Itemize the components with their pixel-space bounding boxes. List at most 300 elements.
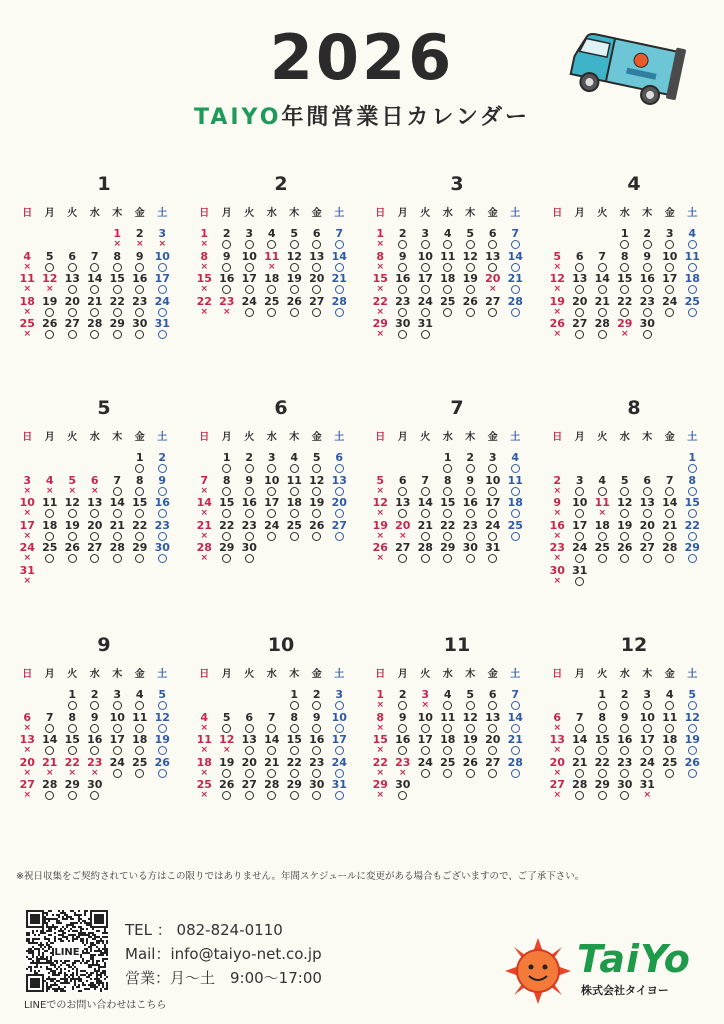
open-mark-icon bbox=[151, 553, 174, 563]
contact-hours: 営業：月～土 9:00～17:00 bbox=[125, 969, 322, 987]
day-cell bbox=[414, 296, 437, 319]
day-number: 24 bbox=[417, 294, 433, 308]
weekday-label: 日 bbox=[199, 208, 210, 219]
open-mark-icon bbox=[306, 284, 329, 294]
open-mark-icon bbox=[216, 508, 239, 518]
day-number: 5 bbox=[222, 710, 231, 724]
day-cell bbox=[414, 712, 437, 735]
day-cell bbox=[437, 228, 460, 251]
closed-mark-icon: × bbox=[620, 329, 629, 340]
day-number: 18 bbox=[286, 496, 302, 510]
day-cell bbox=[659, 273, 682, 296]
weekday-label: 水 bbox=[442, 432, 453, 443]
day-cell bbox=[504, 228, 527, 251]
open-mark-icon bbox=[392, 723, 415, 733]
day-cell bbox=[482, 273, 505, 296]
open-mark-icon bbox=[151, 745, 174, 755]
day-number: 4 bbox=[45, 473, 54, 487]
day-cell bbox=[129, 273, 152, 296]
day-number: 26 bbox=[64, 541, 80, 555]
day-cell bbox=[414, 689, 437, 712]
day-cell bbox=[61, 273, 84, 296]
day-number: 13 bbox=[485, 710, 501, 724]
day-cell bbox=[129, 734, 152, 757]
day-cell bbox=[546, 542, 569, 565]
open-mark-icon bbox=[261, 284, 284, 294]
closed-mark-icon: × bbox=[553, 575, 562, 586]
open-mark-icon bbox=[238, 239, 261, 249]
weekday-label: 水 bbox=[619, 432, 630, 443]
day-number: 6 bbox=[90, 473, 99, 487]
day-number: 13 bbox=[639, 496, 655, 510]
day-cell bbox=[106, 318, 129, 341]
open-mark-icon bbox=[437, 700, 460, 710]
day-number: 3 bbox=[23, 473, 32, 487]
open-mark-icon bbox=[459, 463, 482, 473]
day-number: 25 bbox=[196, 778, 212, 792]
open-mark-icon bbox=[636, 486, 659, 496]
day-number: 12 bbox=[309, 473, 325, 487]
day-number: 26 bbox=[309, 518, 325, 532]
open-mark-icon bbox=[504, 745, 527, 755]
open-mark-icon bbox=[459, 307, 482, 317]
closed-mark-icon: × bbox=[45, 485, 54, 496]
day-number: 2 bbox=[158, 451, 167, 464]
weekday-label: 金 bbox=[487, 432, 498, 443]
day-cell bbox=[437, 497, 460, 520]
weekday-label: 金 bbox=[311, 432, 322, 443]
open-mark-icon bbox=[614, 745, 637, 755]
open-mark-icon bbox=[328, 307, 351, 317]
closed-mark-icon: × bbox=[23, 767, 32, 778]
day-cell bbox=[591, 520, 614, 543]
day-number: 3 bbox=[421, 688, 430, 701]
day-number: 21 bbox=[662, 518, 678, 532]
closed-mark-icon: × bbox=[376, 745, 385, 756]
day-cell bbox=[16, 712, 39, 735]
open-mark-icon bbox=[328, 723, 351, 733]
open-mark-icon bbox=[238, 262, 261, 272]
weekday-label: 月 bbox=[44, 208, 55, 219]
weekday-label: 水 bbox=[442, 669, 453, 680]
open-mark-icon bbox=[261, 463, 284, 473]
open-mark-icon bbox=[569, 745, 592, 755]
day-number: 21 bbox=[594, 294, 610, 308]
day-number: 22 bbox=[684, 518, 700, 532]
day-cell bbox=[283, 273, 306, 296]
closed-mark-icon: × bbox=[200, 530, 209, 541]
day-number: 2 bbox=[398, 227, 407, 240]
open-mark-icon bbox=[261, 486, 284, 496]
day-number: 13 bbox=[331, 473, 347, 487]
closed-mark-icon: × bbox=[200, 745, 209, 756]
day-number: 12 bbox=[462, 249, 478, 263]
empty-cell bbox=[636, 452, 659, 475]
weekday-label: 火 bbox=[420, 432, 431, 443]
day-cell bbox=[681, 228, 704, 251]
open-mark-icon bbox=[392, 745, 415, 755]
day-cell bbox=[306, 689, 329, 712]
open-mark-icon bbox=[106, 284, 129, 294]
day-cell bbox=[369, 228, 392, 251]
open-mark-icon bbox=[106, 768, 129, 778]
day-number: 4 bbox=[135, 688, 144, 701]
day-number: 9 bbox=[135, 249, 144, 263]
open-mark-icon bbox=[614, 262, 637, 272]
day-cell bbox=[636, 251, 659, 274]
weekday-label: 月 bbox=[397, 432, 408, 443]
day-cell bbox=[106, 757, 129, 780]
day-number: 8 bbox=[113, 249, 122, 263]
weekday-label: 土 bbox=[334, 208, 345, 219]
day-number: 24 bbox=[572, 541, 588, 555]
closed-mark-icon: × bbox=[553, 329, 562, 340]
open-mark-icon bbox=[569, 329, 592, 339]
open-mark-icon bbox=[328, 463, 351, 473]
contact-tel[interactable]: TEL ： 082-824-0110 bbox=[125, 921, 283, 939]
weekday-label: 土 bbox=[157, 432, 168, 443]
day-cell bbox=[504, 757, 527, 780]
day-number: 21 bbox=[331, 272, 347, 286]
day-number: 25 bbox=[19, 317, 35, 331]
day-number: 30 bbox=[395, 778, 411, 792]
day-cell bbox=[283, 779, 306, 802]
day-cell bbox=[414, 542, 437, 565]
open-mark-icon bbox=[659, 700, 682, 710]
day-number: 4 bbox=[23, 249, 32, 263]
open-mark-icon bbox=[414, 486, 437, 496]
day-cell bbox=[459, 689, 482, 712]
day-number: 31 bbox=[331, 778, 347, 792]
day-number: 30 bbox=[87, 778, 103, 792]
line-qr-code-icon[interactable] bbox=[26, 910, 108, 992]
day-cell bbox=[328, 228, 351, 251]
open-mark-icon bbox=[659, 239, 682, 249]
day-cell bbox=[39, 475, 62, 498]
open-mark-icon bbox=[681, 239, 704, 249]
closed-mark-icon: × bbox=[23, 485, 32, 496]
weekday-label: 日 bbox=[552, 208, 563, 219]
day-number: 12 bbox=[549, 272, 565, 286]
day-cell bbox=[328, 734, 351, 757]
day-cell bbox=[504, 689, 527, 712]
day-number: 12 bbox=[154, 710, 170, 724]
weekday-label: 金 bbox=[664, 208, 675, 219]
day-number: 5 bbox=[312, 451, 321, 464]
day-cell bbox=[482, 475, 505, 498]
open-mark-icon bbox=[614, 486, 637, 496]
day-number: 4 bbox=[511, 451, 520, 464]
empty-cell bbox=[591, 452, 614, 475]
open-mark-icon bbox=[504, 531, 527, 541]
day-number: 27 bbox=[19, 778, 35, 792]
open-mark-icon bbox=[591, 329, 614, 339]
open-mark-icon bbox=[283, 700, 306, 710]
day-cell bbox=[216, 251, 239, 274]
day-cell bbox=[151, 318, 174, 341]
weekday-label: 土 bbox=[334, 669, 345, 680]
day-cell bbox=[459, 452, 482, 475]
day-number: 21 bbox=[196, 518, 212, 532]
day-cell bbox=[84, 497, 107, 520]
open-mark-icon bbox=[437, 531, 460, 541]
day-number: 10 bbox=[264, 473, 280, 487]
closed-mark-icon: × bbox=[222, 306, 231, 317]
day-cell bbox=[283, 497, 306, 520]
open-mark-icon bbox=[482, 508, 505, 518]
day-cell bbox=[482, 689, 505, 712]
open-mark-icon bbox=[614, 700, 637, 710]
closed-mark-icon: × bbox=[200, 284, 209, 295]
day-cell bbox=[392, 520, 415, 543]
day-cell bbox=[681, 712, 704, 735]
weekday-label: 土 bbox=[510, 669, 521, 680]
day-cell bbox=[16, 779, 39, 802]
closed-mark-icon: × bbox=[90, 767, 99, 778]
closed-mark-icon: × bbox=[200, 508, 209, 519]
day-cell bbox=[193, 251, 216, 274]
day-number: 28 bbox=[264, 778, 280, 792]
open-mark-icon bbox=[61, 284, 84, 294]
day-cell bbox=[106, 542, 129, 565]
open-mark-icon bbox=[151, 508, 174, 518]
open-mark-icon bbox=[504, 239, 527, 249]
weekday-label: 水 bbox=[619, 208, 630, 219]
open-mark-icon bbox=[504, 307, 527, 317]
day-cell bbox=[546, 251, 569, 274]
open-mark-icon bbox=[306, 790, 329, 800]
open-mark-icon bbox=[636, 284, 659, 294]
weekday-label: 水 bbox=[89, 669, 100, 680]
day-number: 11 bbox=[507, 473, 523, 487]
day-cell bbox=[591, 542, 614, 565]
day-cell bbox=[151, 228, 174, 251]
open-mark-icon bbox=[659, 553, 682, 563]
day-number: 28 bbox=[417, 541, 433, 555]
open-mark-icon bbox=[437, 745, 460, 755]
day-number: 13 bbox=[485, 249, 501, 263]
subtitle-text: 年間営業日カレンダー bbox=[281, 105, 530, 130]
day-cell bbox=[591, 475, 614, 498]
day-cell bbox=[328, 452, 351, 475]
open-mark-icon bbox=[151, 486, 174, 496]
day-cell bbox=[636, 318, 659, 341]
day-cell bbox=[414, 228, 437, 251]
day-number: 25 bbox=[662, 755, 678, 769]
day-cell bbox=[193, 757, 216, 780]
open-mark-icon bbox=[238, 553, 261, 563]
day-number: 17 bbox=[264, 496, 280, 510]
closed-mark-icon: × bbox=[90, 485, 99, 496]
day-number: 11 bbox=[196, 733, 212, 747]
day-number: 19 bbox=[286, 272, 302, 286]
day-cell bbox=[482, 757, 505, 780]
day-number: 31 bbox=[572, 563, 588, 577]
day-cell bbox=[238, 452, 261, 475]
day-cell bbox=[306, 734, 329, 757]
contact-info bbox=[125, 918, 322, 990]
day-number: 17 bbox=[154, 272, 170, 286]
day-number: 29 bbox=[132, 541, 148, 555]
day-number: 14 bbox=[572, 733, 588, 747]
day-number: 10 bbox=[639, 710, 655, 724]
open-mark-icon bbox=[681, 745, 704, 755]
day-cell bbox=[636, 475, 659, 498]
open-mark-icon bbox=[569, 508, 592, 518]
day-cell bbox=[414, 520, 437, 543]
weekday-label: 月 bbox=[221, 669, 232, 680]
day-number: 22 bbox=[109, 294, 125, 308]
month-8 bbox=[546, 394, 716, 604]
day-number: 4 bbox=[267, 227, 276, 240]
open-mark-icon bbox=[39, 508, 62, 518]
day-cell bbox=[283, 712, 306, 735]
day-number: 28 bbox=[196, 541, 212, 555]
open-mark-icon bbox=[437, 239, 460, 249]
day-number: 2 bbox=[90, 688, 99, 701]
day-number: 12 bbox=[684, 710, 700, 724]
day-cell bbox=[569, 318, 592, 341]
day-number: 18 bbox=[440, 272, 456, 286]
day-number: 9 bbox=[466, 473, 475, 487]
day-cell bbox=[546, 757, 569, 780]
day-cell bbox=[392, 251, 415, 274]
weekday-label: 月 bbox=[574, 208, 585, 219]
day-cell bbox=[681, 520, 704, 543]
open-mark-icon bbox=[61, 508, 84, 518]
closed-mark-icon: × bbox=[68, 485, 77, 496]
day-cell bbox=[151, 475, 174, 498]
day-number: 21 bbox=[109, 518, 125, 532]
day-number: 7 bbox=[45, 710, 54, 724]
contact-mail[interactable]: Mail：info@taiyo-net.co.jp bbox=[125, 945, 322, 963]
open-mark-icon bbox=[591, 553, 614, 563]
weekday-label: 水 bbox=[89, 208, 100, 219]
open-mark-icon bbox=[636, 768, 659, 778]
day-number: 1 bbox=[376, 688, 385, 701]
open-mark-icon bbox=[437, 463, 460, 473]
weekday-label: 木 bbox=[465, 669, 476, 680]
day-cell bbox=[216, 228, 239, 251]
day-cell bbox=[328, 475, 351, 498]
weekday-label: 木 bbox=[112, 432, 123, 443]
day-number: 30 bbox=[309, 778, 325, 792]
open-mark-icon bbox=[591, 262, 614, 272]
weekday-header bbox=[546, 667, 716, 683]
day-cell bbox=[39, 318, 62, 341]
day-number: 3 bbox=[575, 473, 584, 487]
day-cell bbox=[261, 757, 284, 780]
open-mark-icon bbox=[636, 553, 659, 563]
day-number: 25 bbox=[286, 518, 302, 532]
day-number: 30 bbox=[549, 563, 565, 577]
day-cell bbox=[459, 497, 482, 520]
day-grid bbox=[16, 689, 186, 802]
weekday-label: 月 bbox=[574, 432, 585, 443]
empty-cell bbox=[193, 452, 216, 475]
day-cell bbox=[504, 712, 527, 735]
weekday-label: 水 bbox=[266, 432, 277, 443]
day-number: 15 bbox=[684, 496, 700, 510]
weekday-header bbox=[369, 430, 539, 446]
open-mark-icon bbox=[216, 553, 239, 563]
open-mark-icon bbox=[283, 768, 306, 778]
day-cell bbox=[636, 542, 659, 565]
day-grid bbox=[193, 228, 363, 318]
day-cell bbox=[392, 689, 415, 712]
day-cell bbox=[369, 734, 392, 757]
day-cell bbox=[261, 228, 284, 251]
logo-company-name: 株式会社タイヨー bbox=[581, 984, 669, 997]
open-mark-icon bbox=[681, 700, 704, 710]
open-mark-icon bbox=[328, 745, 351, 755]
day-number: 19 bbox=[549, 294, 565, 308]
day-number: 15 bbox=[372, 272, 388, 286]
open-mark-icon bbox=[569, 531, 592, 541]
day-cell bbox=[459, 712, 482, 735]
day-number: 21 bbox=[87, 294, 103, 308]
open-mark-icon bbox=[216, 531, 239, 541]
open-mark-icon bbox=[129, 700, 152, 710]
day-number: 15 bbox=[132, 496, 148, 510]
month-12 bbox=[546, 631, 716, 841]
month-title: 4 bbox=[627, 173, 641, 195]
day-cell bbox=[681, 296, 704, 319]
day-cell bbox=[504, 452, 527, 475]
day-number: 9 bbox=[245, 473, 254, 487]
day-number: 26 bbox=[462, 294, 478, 308]
open-mark-icon bbox=[591, 745, 614, 755]
day-cell bbox=[392, 712, 415, 735]
day-number: 27 bbox=[485, 755, 501, 769]
day-number: 14 bbox=[331, 249, 347, 263]
day-number: 15 bbox=[617, 272, 633, 286]
day-number: 21 bbox=[264, 755, 280, 769]
open-mark-icon bbox=[681, 508, 704, 518]
day-cell bbox=[328, 296, 351, 319]
day-number: 11 bbox=[286, 473, 302, 487]
day-number: 8 bbox=[598, 710, 607, 724]
day-number: 18 bbox=[42, 518, 58, 532]
day-cell bbox=[459, 542, 482, 565]
open-mark-icon bbox=[437, 508, 460, 518]
open-mark-icon bbox=[238, 531, 261, 541]
logo-text: TaiYo bbox=[577, 937, 691, 981]
closed-mark-icon: × bbox=[598, 508, 607, 519]
day-cell bbox=[546, 520, 569, 543]
day-cell bbox=[106, 251, 129, 274]
open-mark-icon bbox=[392, 262, 415, 272]
day-cell bbox=[659, 689, 682, 712]
day-number: 27 bbox=[309, 294, 325, 308]
day-number: 13 bbox=[549, 733, 565, 747]
open-mark-icon bbox=[283, 463, 306, 473]
day-cell bbox=[636, 296, 659, 319]
day-number: 23 bbox=[462, 518, 478, 532]
day-cell bbox=[459, 734, 482, 757]
day-cell bbox=[61, 779, 84, 802]
month-title: 9 bbox=[97, 634, 111, 656]
day-number: 16 bbox=[617, 733, 633, 747]
day-cell bbox=[681, 273, 704, 296]
open-mark-icon bbox=[238, 768, 261, 778]
day-cell bbox=[392, 757, 415, 780]
day-cell bbox=[261, 497, 284, 520]
open-mark-icon bbox=[482, 723, 505, 733]
day-cell bbox=[216, 712, 239, 735]
open-mark-icon bbox=[459, 239, 482, 249]
open-mark-icon bbox=[129, 329, 152, 339]
